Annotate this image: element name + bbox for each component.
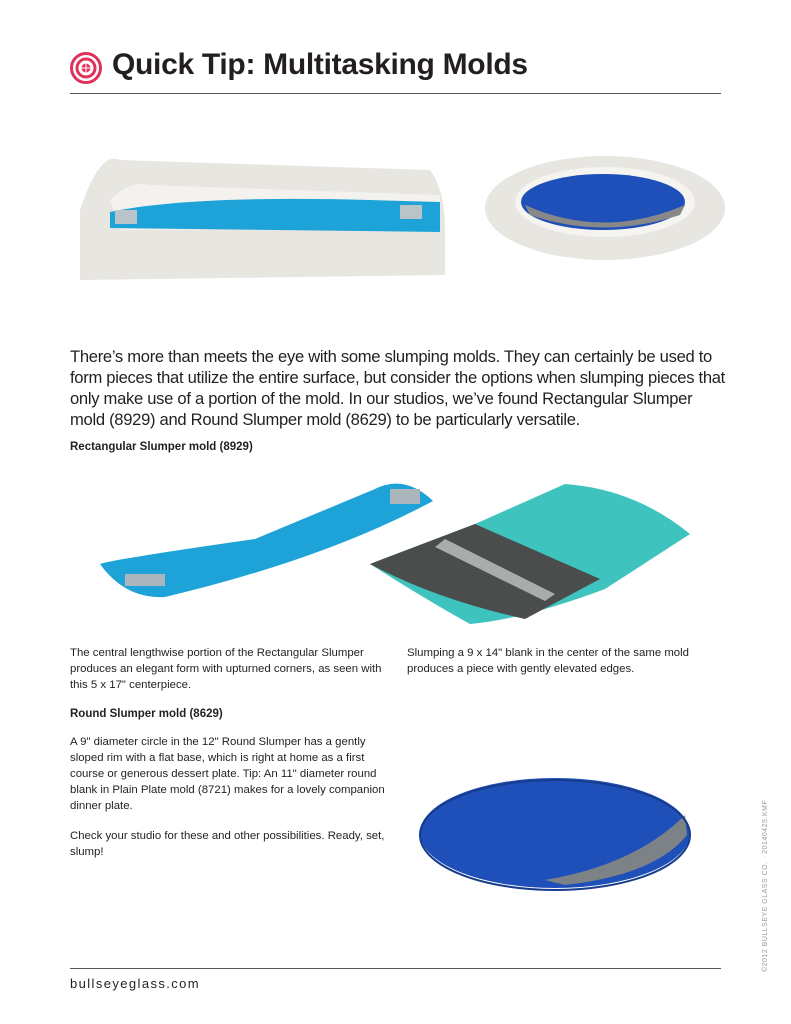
round-slumper-column <box>70 707 388 860</box>
closing-paragraph: Check your studio for these and other possibilities. Ready, set, slump! <box>70 830 385 858</box>
rectangular-slumper-heading: Rectangular Slumper mold (8929) <box>70 441 253 453</box>
molds-photo <box>70 140 730 290</box>
rectangular-pieces-photo <box>95 469 705 634</box>
title-divider <box>70 93 721 94</box>
website-link[interactable]: bullseyeglass.com <box>70 976 201 991</box>
round-plate-photo <box>415 775 695 900</box>
caption-centerpiece: The central lengthwise portion of the Rectangular Slumper produces an elegant form with upturned corners, as seen with this 5 x 17" centerpiece. <box>70 647 382 691</box>
captions-row <box>70 645 725 693</box>
bullseye-target-icon <box>70 52 102 84</box>
round-slumper-paragraph: A 9" diameter circle in the 12" Round Slumper has a gently sloped rim with a flat base, which is right at home as a first course or generous dessert plate. Tip: An 11" diameter round blank in Plain Plate mold (8721) makes for a lovely companion dinner plate. <box>70 736 385 812</box>
rectangular-pieces-photo-area <box>70 455 725 645</box>
caption-blank: Slumping a 9 x 14" blank in the center of the same mold produces a piece with gently elevated edges. <box>407 647 690 675</box>
round-slumper-heading: Round Slumper mold (8629) <box>70 708 223 720</box>
page-title: Quick Tip: Multitasking Molds <box>112 48 528 81</box>
copyright-note: ©2012 BULLSEYE GLASS CO. · 20140425.KMF <box>762 799 769 972</box>
footer-divider <box>70 968 721 969</box>
intro-paragraph: There’s more than meets the eye with some slumping molds. They can certainly be used to form pieces that utilize the entire surface, but consider the options when slumping pieces that only make use of a portion of the mold. In our studios, we’ve found Rectangular Slumper mold (8929) and Round Slumper mold (8629) to be particularly versatile. <box>70 347 725 429</box>
